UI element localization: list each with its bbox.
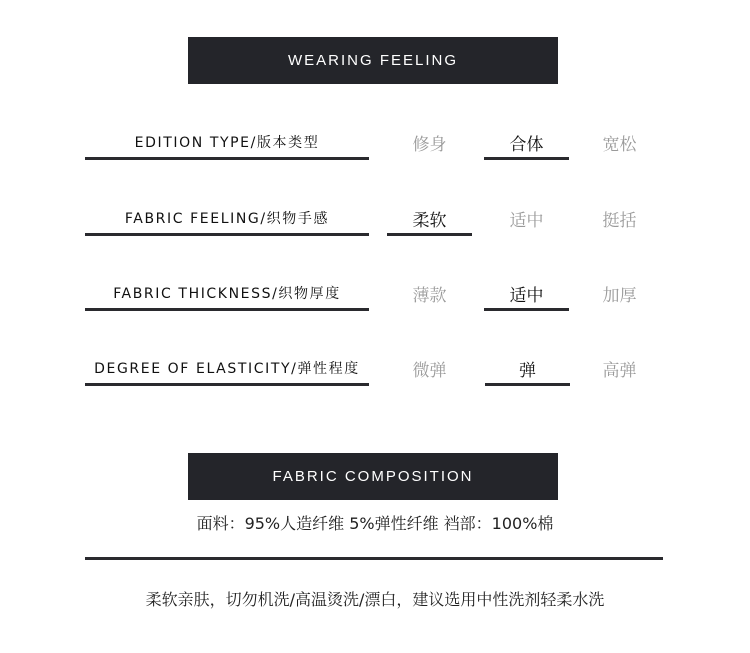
care-instructions: 柔软亲肤，切勿机洗/高温烫洗/漂白，建议选用中性洗剂轻柔水洗: [145, 590, 605, 609]
wearing-feeling-banner: [188, 37, 558, 84]
attribute-row-edition-type: [0, 128, 750, 168]
attribute-row-fabric-thickness: [0, 279, 750, 319]
attribute-underline: [85, 308, 369, 311]
option-loose: 宽松: [602, 134, 637, 155]
wearing-feeling-title: WEARING FEELING: [287, 52, 459, 69]
fabric-composition-title: FABRIC COMPOSITION: [272, 468, 474, 485]
fabric-composition-banner: [188, 453, 558, 500]
attribute-row-elasticity: [0, 354, 750, 394]
attribute-label: FABRIC THICKNESS/织物厚度: [113, 286, 341, 302]
attribute-label: EDITION TYPE/版本类型: [134, 135, 320, 151]
divider-line: [85, 557, 663, 560]
option-high-stretch: 高弹: [602, 360, 637, 381]
attribute-label: FABRIC FEELING/织物手感: [124, 211, 330, 227]
option-slim: 修身: [412, 134, 447, 155]
selected-option-underline: [484, 157, 569, 160]
attribute-underline: [85, 233, 369, 236]
option-moderate: 适中: [509, 210, 544, 231]
attribute-label: DEGREE OF ELASTICITY/弹性程度: [94, 361, 360, 377]
option-moderate-selected: 适中: [509, 285, 544, 306]
option-regular-selected: 合体: [509, 134, 544, 155]
selected-option-underline: [387, 233, 472, 236]
option-slight-stretch: 微弹: [412, 360, 447, 381]
attribute-row-fabric-feeling: [0, 204, 750, 244]
option-stretch-selected: 弹: [519, 360, 536, 381]
attribute-underline: [85, 383, 369, 386]
attribute-underline: [85, 157, 369, 160]
composition-text: 面料：95%人造纤维 5%弹性纤维 裆部：100%棉: [196, 514, 554, 533]
option-thin: 薄款: [412, 285, 447, 306]
option-crisp: 挺括: [602, 210, 637, 231]
option-thick: 加厚: [602, 285, 637, 306]
selected-option-underline: [484, 308, 569, 311]
option-soft-selected: 柔软: [412, 210, 447, 231]
selected-option-underline: [485, 383, 570, 386]
